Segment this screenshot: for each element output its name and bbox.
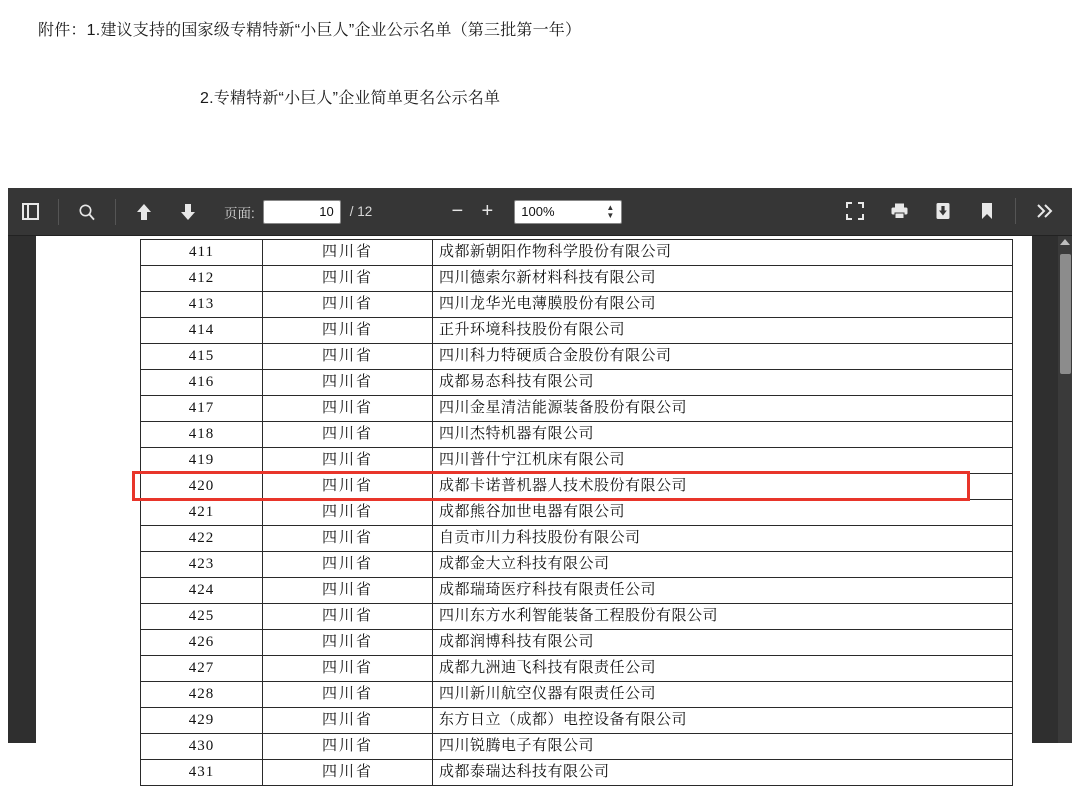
cell-index: 416 [141,370,263,396]
table-row [141,396,1013,422]
cell-index: 421 [141,500,263,526]
table-row [141,422,1013,448]
cell-province: 四川省 [263,474,433,500]
arrow-down-icon [180,203,196,221]
zoom-out-button[interactable]: − [451,200,464,222]
cell-province: 四川省 [263,344,433,370]
cell-index: 431 [141,760,263,786]
cell-company-name: 成都润博科技有限公司 [433,630,1013,656]
zoom-level-value: 100% [521,204,555,219]
toolbar-right-group [833,188,1066,234]
cell-province: 四川省 [263,240,433,266]
cell-province: 四川省 [263,734,433,760]
table-row [141,266,1013,292]
cell-province: 四川省 [263,578,433,604]
document-header [0,0,1080,112]
download-icon [935,202,951,220]
cell-province: 四川省 [263,292,433,318]
cell-company-name: 四川新川航空仪器有限责任公司 [433,682,1013,708]
bookmark-icon [981,202,993,220]
more-tools-button[interactable] [1022,188,1066,234]
cell-company-name: 四川东方水利智能装备工程股份有限公司 [433,604,1013,630]
cell-company-name: 成都金大立科技有限公司 [433,552,1013,578]
zoom-in-button[interactable]: + [481,200,494,222]
table-row [141,604,1013,630]
cell-company-name: 四川杰特机器有限公司 [433,422,1013,448]
printer-icon [890,202,909,220]
pdf-toolbar [8,188,1072,236]
cell-index: 420 [141,474,263,500]
cell-index: 412 [141,266,263,292]
sidebar-panel-icon [22,203,39,220]
table-row [141,734,1013,760]
table-row [141,500,1013,526]
table-row [141,448,1013,474]
cell-index: 411 [141,240,263,266]
scrollbar-thumb[interactable] [1060,254,1071,374]
cell-index: 419 [141,448,263,474]
table-row [141,708,1013,734]
next-page-button[interactable] [166,189,210,235]
cell-province: 四川省 [263,500,433,526]
table-row [141,240,1013,266]
cell-company-name: 成都卡诺普机器人技术股份有限公司 [433,474,1013,500]
cell-company-name: 成都九洲迪飞科技有限责任公司 [433,656,1013,682]
cell-company-name: 四川科力特硬质合金股份有限公司 [433,344,1013,370]
table-row [141,656,1013,682]
cell-index: 418 [141,422,263,448]
fullscreen-icon [846,202,864,220]
cell-company-name: 成都瑞琦医疗科技有限责任公司 [433,578,1013,604]
cell-province: 四川省 [263,370,433,396]
chevron-updown-icon: ▲ ▼ [606,202,615,220]
table-row [141,760,1013,786]
page-number-input[interactable] [263,200,341,224]
pdf-page-area[interactable] [8,236,1072,780]
company-list-table [140,239,1013,786]
table-row [141,552,1013,578]
cell-index: 417 [141,396,263,422]
zoom-level-select[interactable] [514,200,622,224]
cell-index: 425 [141,604,263,630]
table-row [141,578,1013,604]
download-button[interactable] [921,188,965,234]
vertical-scrollbar[interactable] [1058,236,1072,743]
cell-company-name: 成都新朝阳作物科学股份有限公司 [433,240,1013,266]
print-button[interactable] [877,188,921,234]
cell-company-name: 自贡市川力科技股份有限公司 [433,526,1013,552]
cell-index: 429 [141,708,263,734]
pdf-viewer [8,188,1072,780]
page-number-label: 页面: [224,205,255,221]
table-row [141,318,1013,344]
cell-province: 四川省 [263,396,433,422]
cell-province: 四川省 [263,604,433,630]
table-row [141,526,1013,552]
cell-province: 四川省 [263,630,433,656]
cell-province: 四川省 [263,422,433,448]
arrow-up-icon [136,203,152,221]
cell-province: 四川省 [263,448,433,474]
bookmark-button[interactable] [965,188,1009,234]
cell-index: 414 [141,318,263,344]
cell-company-name: 四川金星清洁能源装备股份有限公司 [433,396,1013,422]
attachment-line-1: 附件：1.建议支持的国家级专精特新“小巨人”企业公示名单（第三批第一年） [38,22,582,39]
cell-index: 413 [141,292,263,318]
cell-province: 四川省 [263,760,433,786]
table-row [141,474,1013,500]
table-row [141,292,1013,318]
cell-province: 四川省 [263,318,433,344]
cell-index: 423 [141,552,263,578]
cell-province: 四川省 [263,552,433,578]
cell-province: 四川省 [263,266,433,292]
double-chevron-right-icon [1035,203,1053,219]
cell-company-name: 成都熊谷加世电器有限公司 [433,500,1013,526]
previous-page-button[interactable] [122,189,166,235]
scroll-up-arrow-icon[interactable] [1060,239,1070,245]
cell-company-name: 四川锐腾电子有限公司 [433,734,1013,760]
cell-company-name: 成都泰瑞达科技有限公司 [433,760,1013,786]
cell-index: 427 [141,656,263,682]
cell-province: 四川省 [263,682,433,708]
cell-company-name: 四川德索尔新材料科技有限公司 [433,266,1013,292]
cell-index: 426 [141,630,263,656]
cell-index: 415 [141,344,263,370]
page-count-label: / 12 [349,204,373,219]
table-row [141,682,1013,708]
search-button[interactable] [65,189,109,235]
cell-index: 422 [141,526,263,552]
pdf-page [36,236,1032,780]
cell-province: 四川省 [263,656,433,682]
cell-index: 424 [141,578,263,604]
cell-company-name: 东方日立（成都）电控设备有限公司 [433,708,1013,734]
cell-company-name: 正升环境科技股份有限公司 [433,318,1013,344]
cell-index: 430 [141,734,263,760]
cell-company-name: 四川龙华光电薄膜股份有限公司 [433,292,1013,318]
fullscreen-button[interactable] [833,188,877,234]
search-icon [78,203,96,221]
table-row [141,370,1013,396]
cell-province: 四川省 [263,708,433,734]
cell-province: 四川省 [263,526,433,552]
toolbar-divider [58,199,59,225]
attachment-line-2: 2.专精特新“小巨人”企业简单更名公示名单 [200,90,501,107]
cell-company-name: 成都易态科技有限公司 [433,370,1013,396]
cell-company-name: 四川普什宁江机床有限公司 [433,448,1013,474]
table-row [141,344,1013,370]
table-row [141,630,1013,656]
cell-index: 428 [141,682,263,708]
zoom-controls [442,200,622,224]
toolbar-divider [1015,198,1016,224]
sidebar-toggle-button[interactable] [8,189,52,235]
toolbar-divider [115,199,116,225]
